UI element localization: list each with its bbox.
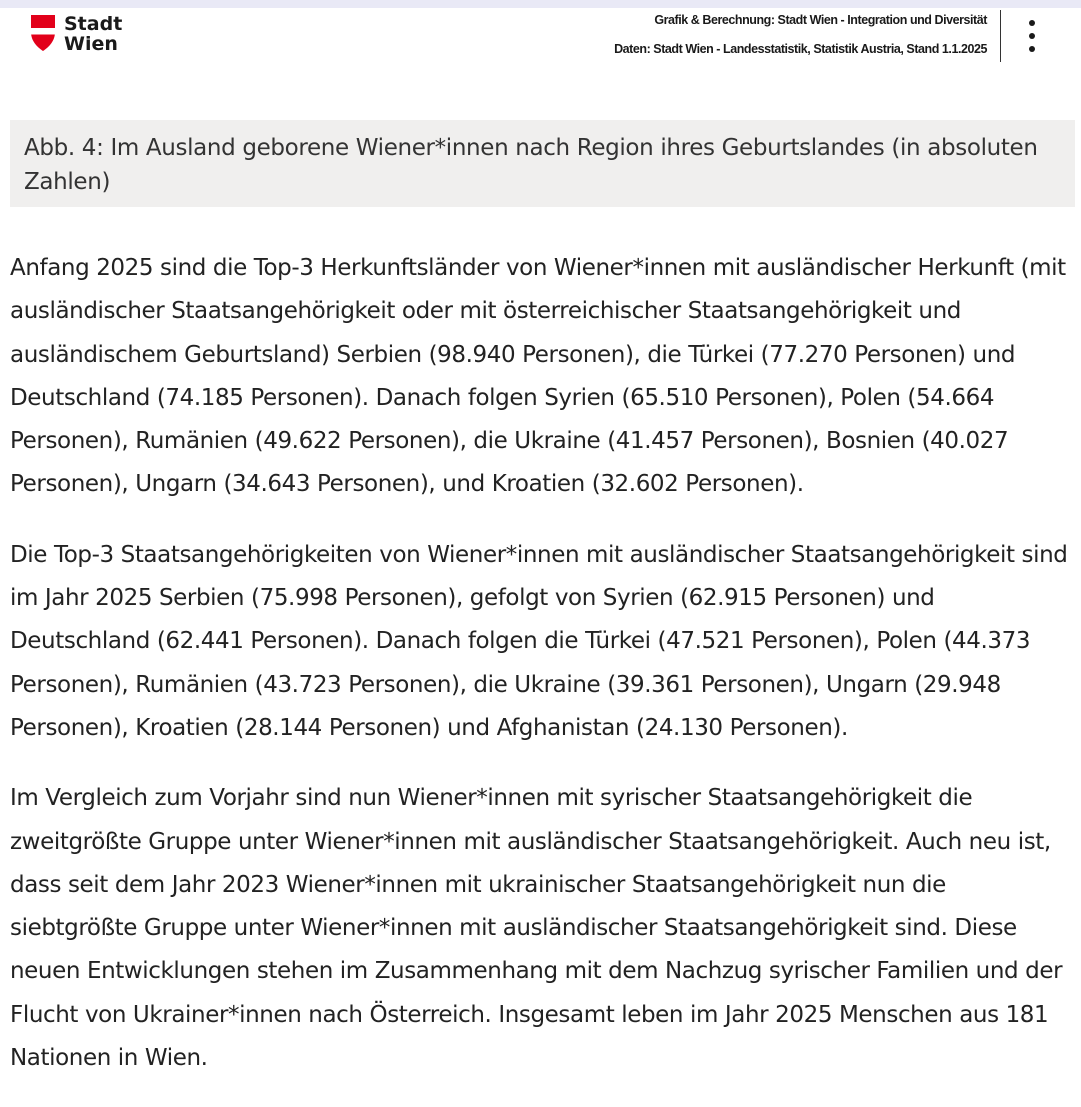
credits-data-line: Daten: Stadt Wien - Landesstatistik, Statistik Austria, Stand 1.1.2025 [614, 42, 987, 56]
logo-wordmark [64, 14, 122, 54]
article-body [10, 247, 1075, 1107]
graphic-header [0, 8, 1081, 68]
logo-line-stadt: Stadt [64, 13, 123, 35]
paragraph-staatsangehoerigkeiten: Die Top-3 Staatsangehörigkeiten von Wiener*innen mit ausländischer Staatsangehörigkeit sind im Jahr 2025 Serbien (75.998 Personen), gefolgt von Syrien (62.915 Personen) und Deutschland (62.441 Personen). Danach folgen die Türkei (47.521 Personen), Polen (44.373 Personen), Rumänien (43.723 Personen), die Ukraine (39.361 Personen), Ungarn (29.948 Personen), Kroatien (28.144 Personen) und Afghanistan (24.130 Personen). [10, 541, 1068, 741]
more-options-button[interactable] [1020, 12, 1044, 60]
more-vertical-icon-dot [1029, 46, 1035, 52]
top-strip [0, 0, 1081, 8]
credits-graphic-line: Grafik & Berechnung: Stadt Wien - Integration und Diversität [654, 13, 987, 27]
source-credits [614, 12, 987, 57]
figure-caption-box [10, 120, 1075, 207]
logo-line-wien: Wien [64, 33, 118, 55]
more-vertical-icon-dot [1029, 33, 1035, 39]
header-divider [1000, 10, 1001, 62]
paragraph-herkunftslaender: Anfang 2025 sind die Top-3 Herkunftsländer von Wiener*innen mit ausländischer Herkunft (mit ausländischer Staatsangehörigkeit oder mit österreichischer Staatsangehörigkeit und ausländischem Geburtsland) Serbien (98.940 Personen), die Türkei (77.270 Personen) und Deutschland (74.185 Personen). Danach folgen Syrien (65.510 Personen), Polen (54.664 Personen), Rumänien (49.622 Personen), die Ukraine (41.457 Personen), Bosnien (40.027 Personen), Ungarn (34.643 Personen), und Kroatien (32.602 Personen). [10, 255, 1066, 498]
more-vertical-icon [1029, 20, 1035, 26]
stadt-wien-shield-icon [30, 14, 56, 52]
stadt-wien-logo[interactable] [30, 14, 122, 54]
figure-caption: Abb. 4: Im Ausland geborene Wiener*innen nach Region ihres Geburtslandes (in absoluten Zahlen) [24, 135, 1038, 195]
paragraph-vergleich-vorjahr: Im Vergleich zum Vorjahr sind nun Wiener*innen mit syrischer Staatsangehörigkeit die zweitgrößte Gruppe unter Wiener*innen mit ausländischer Staatsangehörigkeit. Auch neu ist, dass seit dem Jahr 2023 Wiener*innen mit ukrainischer Staatsangehörigkeit nun die siebtgrößte Gruppe unter Wiener*innen mit ausländischer Staatsangehörigkeit sind. Diese neuen Entwicklungen stehen im Zusammenhang mit dem Nachzug syrischer Familien und der Flucht von Ukrainer*innen nach Österreich. Insgesamt leben im Jahr 2025 Menschen aus 181 Nationen in Wien. [10, 785, 1063, 1072]
